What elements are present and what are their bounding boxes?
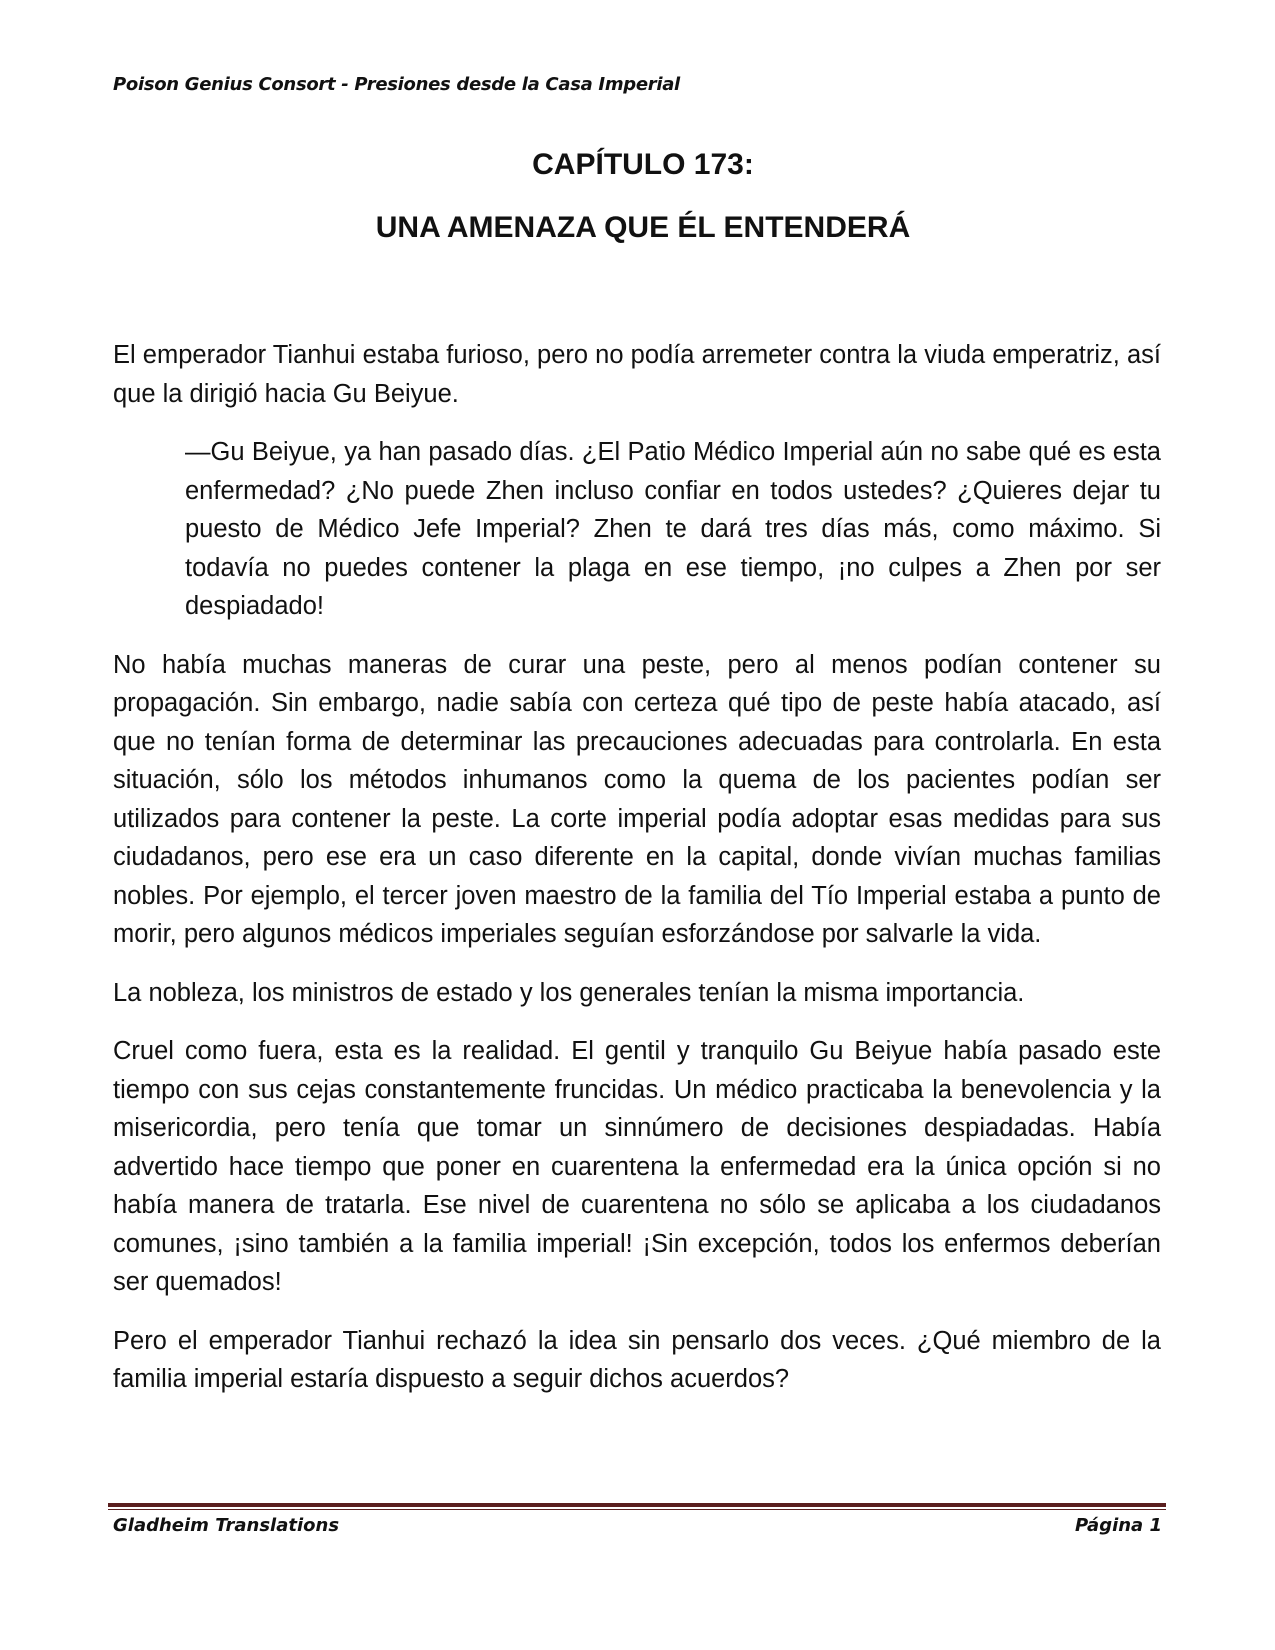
- running-header: Poison Genius Consort - Presiones desde la Casa Imperial: [113, 74, 680, 95]
- paragraph: La nobleza, los ministros de estado y los generales tenían la misma importancia.: [113, 978, 1025, 1007]
- chapter-heading: [113, 146, 1161, 247]
- paragraph: El emperador Tianhui estaba furioso, pero no podía arremeter contra la viuda emperatriz, así que la dirigió hacia Gu Beiyue.: [113, 341, 1161, 408]
- paragraph: Cruel como fuera, esta es la realidad. El gentil y tranquilo Gu Beiyue había pasado este tiempo con sus cejas constantemente fruncidas. Un médico practicaba la benevolencia y la misericordia, pero tenía que tomar un sinnúmero de decisiones despiadadas. Había advertido hace tiempo que poner en cuarentena la enfermedad era la única opción si no había manera de tratarla. Ese nivel de cuarentena no sólo se aplicaba a los ciudadanos comunes, ¡sino también a la familia imperial! ¡Sin excepción, todos los enfermos deberían ser quemados!: [113, 1037, 1161, 1296]
- paragraph: No había muchas maneras de curar una peste, pero al menos podían contener su propagación. Sin embargo, nadie sabía con certeza qué tipo de peste había atacado, así que no tenían forma de determinar las precauciones adecuadas para controlarla. En esta situación, sólo los métodos inhumanos como la quema de los pacientes podían ser utilizados para contener la peste. La corte imperial podía adoptar esas medidas para sus ciudadanos, pero ese era un caso diferente en la capital, donde vivían muchas familias nobles. Por ejemplo, el tercer joven maestro de la familia del Tío Imperial estaba a punto de morir, pero algunos médicos imperiales seguían esforzándose por salvarle la vida.: [113, 650, 1161, 948]
- chapter-body: [113, 336, 1161, 1399]
- footer-divider: [108, 1503, 1166, 1511]
- chapter-number: CAPÍTULO 173:: [532, 148, 754, 181]
- dialogue-paragraph: —Gu Beiyue, ya han pasado días. ¿El Patio Médico Imperial aún no sabe qué es esta enfermedad? ¿No puede Zhen incluso confiar en todos ustedes? ¿Quieres dejar tu puesto de Médico Jefe Imperial? Zhen te dará tres días más, como máximo. Si todavía no puedes contener la plaga en ese tiempo, ¡no culpes a Zhen por ser despiadado!: [185, 438, 1161, 620]
- paragraph: Pero el emperador Tianhui rechazó la idea sin pensarlo dos veces. ¿Qué miembro de la familia imperial estaría dispuesto a seguir dichos acuerdos?: [113, 1326, 1161, 1393]
- footer-publisher: Gladheim Translations: [113, 1515, 340, 1536]
- chapter-title: UNA AMENAZA QUE ÉL ENTENDERÁ: [375, 211, 911, 244]
- page-number: Página 1: [1075, 1515, 1162, 1536]
